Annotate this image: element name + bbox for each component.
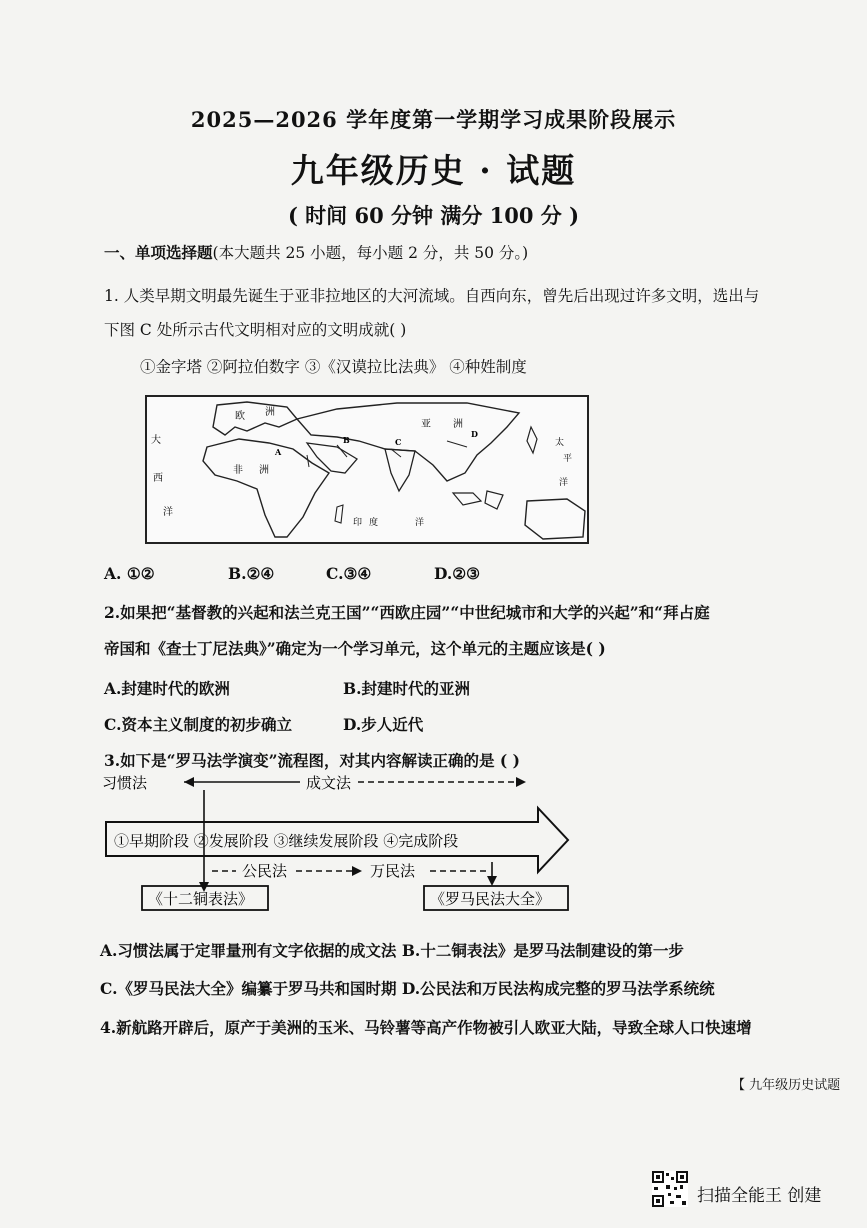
q2-option-c: C.资本主义制度的初步确立 <box>104 715 292 734</box>
q2-option-d: D.步人近代 <box>343 715 424 734</box>
q1-stem-line2: 下图 C 处所示古代文明相对应的文明成就( ) <box>104 321 407 339</box>
arrowhead-left <box>184 777 194 787</box>
australia-outline <box>525 499 585 539</box>
island-1 <box>453 493 481 505</box>
section-note: (本大题共 25 小题，每小题 2 分，共 50 分。) <box>212 244 529 262</box>
arrowhead-gentium <box>352 866 362 876</box>
exam-subject-title: 九年级历史 · 试题 <box>290 151 577 190</box>
arabia-outline <box>307 443 357 473</box>
europe-outline <box>213 402 297 435</box>
q2-option-b: B.封建时代的亚洲 <box>343 679 470 698</box>
flow-written-law: 成文法 <box>306 774 352 792</box>
map-label-europe2: 洲 <box>265 407 275 418</box>
q3-options-ab: A.习惯法属于定罪量刑有文字依据的成文法 B.十二铜表法》是罗马法制建设的第一步 <box>100 941 684 960</box>
map-point-c: C <box>395 437 402 447</box>
map-point-a: A <box>275 447 282 457</box>
map-point-d: D <box>471 429 478 439</box>
q1-stem-line1: 1. 人类早期文明最先诞生于亚非拉地区的大河流域。自西向东，曾先后出现过许多文明，选出与 <box>104 287 760 305</box>
q2-stem-line2: 帝国和《查士丁尼法典》”确定为一个学习单元，这个单元的主题应该是( ) <box>104 639 606 658</box>
map-label-atlantic2: 西 <box>153 473 163 484</box>
section-heading <box>104 241 528 263</box>
flow-customary-law: 习惯法 <box>102 774 148 792</box>
map-label-atlantic3: 洋 <box>163 507 173 518</box>
map-label-africa2: 洲 <box>259 465 269 476</box>
q3-stem: 3.如下是“罗马法学演变”流程图，对其内容解读正确的是 ( ) <box>104 751 520 770</box>
yellow-river <box>447 441 467 447</box>
india-outline <box>385 449 415 491</box>
madagascar-outline <box>335 505 343 523</box>
q1-option-d: D.②③ <box>434 564 481 583</box>
scanner-watermark: 扫描全能王 创建 <box>697 1186 822 1206</box>
flow-stages: ①早期阶段 ②发展阶段 ③继续发展阶段 ④完成阶段 <box>114 832 459 850</box>
exam-year-title: 2025—2026 学年度第一学期学习成果阶段展示 <box>190 107 677 132</box>
flow-gentium-law: 万民法 <box>370 862 416 880</box>
map-label-atlantic1: 大 <box>151 435 161 446</box>
section-title: 一、单项选择题 <box>104 243 213 262</box>
q1-option-a: A. ①② <box>104 564 155 583</box>
q3-options-cd: C.《罗马民法大全》编纂于罗马共和国时期 D.公民法和万民法构成完整的罗马法学系统统 <box>100 979 715 998</box>
map-label-indian3: 洋 <box>415 518 425 528</box>
island-2 <box>485 491 503 509</box>
flow-corpus: 《罗马民法大全》 <box>430 890 551 908</box>
q2-stem-line1: 2.如果把“基督教的兴起和法兰克王国”“西欧庄园”“中世纪城市和大学的兴起”和“拜占庭 <box>104 603 710 622</box>
exam-time-score: ( 时间 60 分钟 满分 100 分 ) <box>287 203 580 228</box>
map-label-europe1: 欧 <box>235 411 245 422</box>
map-label-africa1: 非 <box>233 465 243 476</box>
japan-outline <box>527 427 537 453</box>
map-label-asia1: 亚 <box>421 419 431 430</box>
qr-code-icon <box>652 1171 688 1207</box>
map-label-pacific1: 太 <box>555 438 565 448</box>
flow-civil-law: 公民法 <box>242 862 288 880</box>
map-label-pacific3: 洋 <box>559 478 569 488</box>
arrowhead-right <box>516 777 526 787</box>
asia-outline <box>297 403 519 481</box>
arrowhead-corpus <box>487 876 497 886</box>
map-label-pacific2: 平 <box>563 454 573 464</box>
q2-option-a: A.封建时代的欧洲 <box>104 679 230 698</box>
flow-twelve-tables: 《十二铜表法》 <box>148 890 254 908</box>
map-svg <box>147 397 587 542</box>
page-footer-tag: 【 九年级历史试题 <box>732 1078 841 1093</box>
africa-outline <box>203 439 329 537</box>
q4-stem-line1: 4.新航路开辟后，原产于美洲的玉米、马铃薯等高产作物被引人欧亚大陆，导致全球人口快速增 <box>100 1018 752 1037</box>
two-rivers <box>337 445 347 457</box>
flow-svg <box>100 770 580 915</box>
q1-world-map <box>145 395 589 544</box>
q1-option-c: C.③④ <box>326 564 372 583</box>
map-label-indian2: 度 <box>369 518 379 528</box>
map-label-asia2: 洲 <box>453 419 463 430</box>
q1-items: ①金字塔 ②阿拉伯数字 ③《汉谟拉比法典》 ④种姓制度 <box>140 358 527 376</box>
map-point-b: B <box>343 435 350 445</box>
q3-flowchart <box>100 770 580 915</box>
map-label-indian1: 印 <box>353 518 363 528</box>
q1-option-b: B.②④ <box>228 564 275 583</box>
